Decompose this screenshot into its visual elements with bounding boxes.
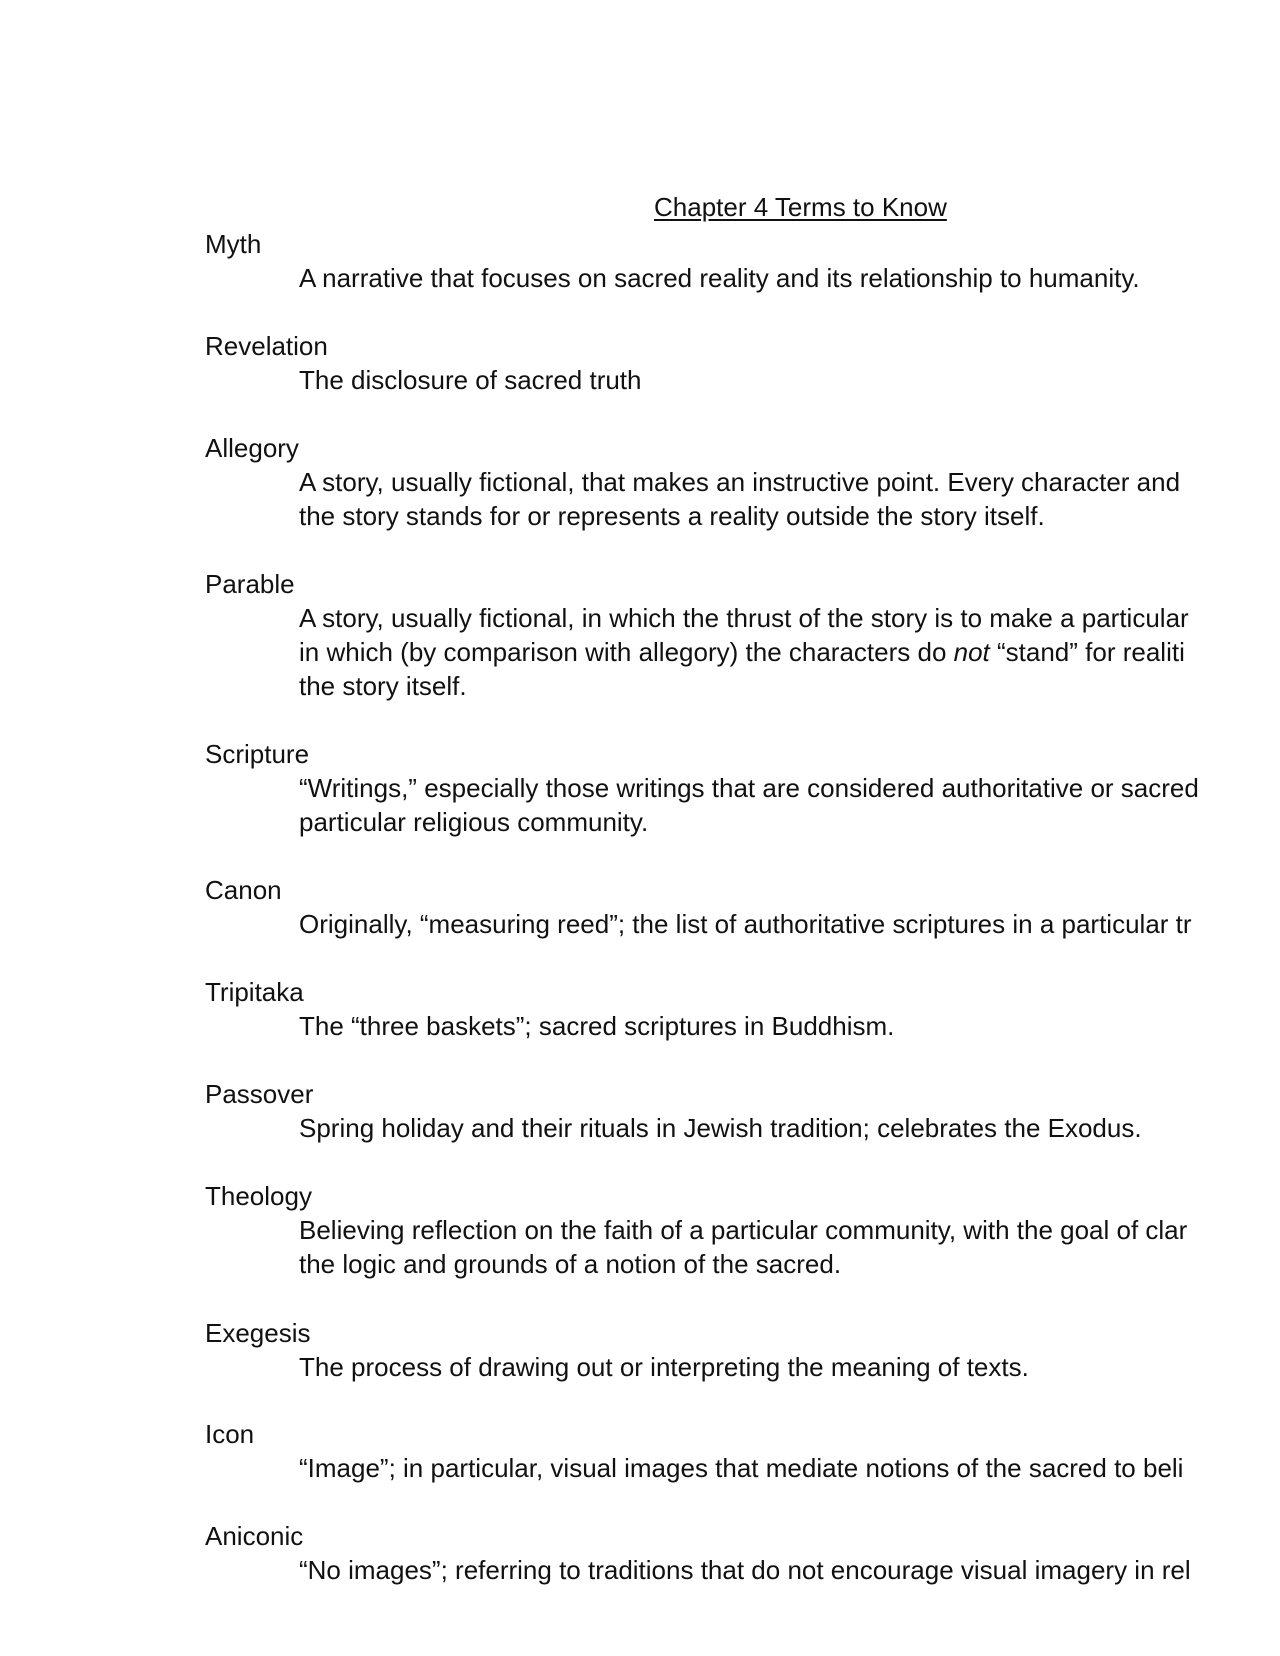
glossary-entry-parable — [205, 567, 1280, 703]
term: Aniconic — [205, 1521, 304, 1551]
definition-line: The disclosure of sacred truth — [299, 365, 642, 395]
definition — [299, 1350, 1280, 1384]
definition — [299, 465, 1280, 533]
glossary-entry-icon — [205, 1417, 1280, 1485]
definition-line — [299, 635, 1280, 669]
definition-line: the story itself. — [299, 671, 467, 701]
definition — [299, 1213, 1280, 1281]
glossary-entry-revelation — [205, 329, 1280, 397]
term: Icon — [205, 1419, 255, 1449]
emphasis-text: not — [953, 637, 990, 667]
term: Theology — [205, 1181, 312, 1211]
definition-text: in which (by comparison with allegory) the characters do — [299, 637, 954, 667]
term: Canon — [205, 875, 282, 905]
definition — [299, 771, 1280, 839]
definition-line: Spring holiday and their rituals in Jewish tradition; celebrates the Exodus. — [299, 1113, 1142, 1143]
definition-line: Believing reflection on the faith of a particular community, with the goal of clar — [299, 1215, 1188, 1245]
glossary-entry-allegory — [205, 431, 1280, 533]
definition — [299, 261, 1280, 295]
definition — [299, 601, 1280, 703]
definition — [299, 1111, 1280, 1145]
term: Revelation — [205, 331, 328, 361]
definition-line: A narrative that focuses on sacred reality and its relationship to humanity. — [299, 263, 1140, 293]
definition — [299, 907, 1280, 941]
glossary-entry-aniconic — [205, 1519, 1280, 1587]
term: Scripture — [205, 739, 310, 769]
definition — [299, 1009, 1280, 1043]
term: Exegesis — [205, 1318, 311, 1348]
term: Parable — [205, 569, 295, 599]
definition-line: “No images”; referring to traditions that do not encourage visual imagery in rel — [299, 1555, 1191, 1585]
term: Allegory — [205, 433, 299, 463]
definition — [299, 363, 1280, 397]
definition-line: The “three baskets”; sacred scriptures in Buddhism. — [299, 1011, 895, 1041]
definition-line: particular religious community. — [299, 807, 649, 837]
page-title: Chapter 4 Terms to Know — [654, 192, 947, 222]
definition-text: “stand” for realiti — [989, 637, 1185, 667]
definition-line: Originally, “measuring reed”; the list of authoritative scriptures in a particular tr — [299, 909, 1192, 939]
glossary-entry-theology — [205, 1179, 1280, 1281]
glossary-entry-scripture — [205, 737, 1280, 839]
term: Tripitaka — [205, 977, 304, 1007]
definition — [299, 1553, 1280, 1587]
definition-line: The process of drawing out or interpreting the meaning of texts. — [299, 1352, 1029, 1382]
definition-line: A story, usually fictional, in which the thrust of the story is to make a particular — [299, 603, 1189, 633]
glossary-entry-passover — [205, 1077, 1280, 1145]
glossary-entry-myth — [205, 227, 1280, 295]
definition-line: “Image”; in particular, visual images that mediate notions of the sacred to beli — [299, 1453, 1184, 1483]
definition-line: the logic and grounds of a notion of the sacred. — [299, 1249, 842, 1279]
definition — [299, 1451, 1280, 1485]
glossary-entry-canon — [205, 873, 1280, 941]
glossary-entry-exegesis — [205, 1316, 1280, 1384]
definition-line: the story stands for or represents a reality outside the story itself. — [299, 501, 1045, 531]
glossary-entry-tripitaka — [205, 975, 1280, 1043]
term: Myth — [205, 229, 262, 259]
definition-line: A story, usually fictional, that makes an instructive point. Every character and — [299, 467, 1181, 497]
term: Passover — [205, 1079, 314, 1109]
definition-line: “Writings,” especially those writings that are considered authoritative or sacred — [299, 773, 1199, 803]
